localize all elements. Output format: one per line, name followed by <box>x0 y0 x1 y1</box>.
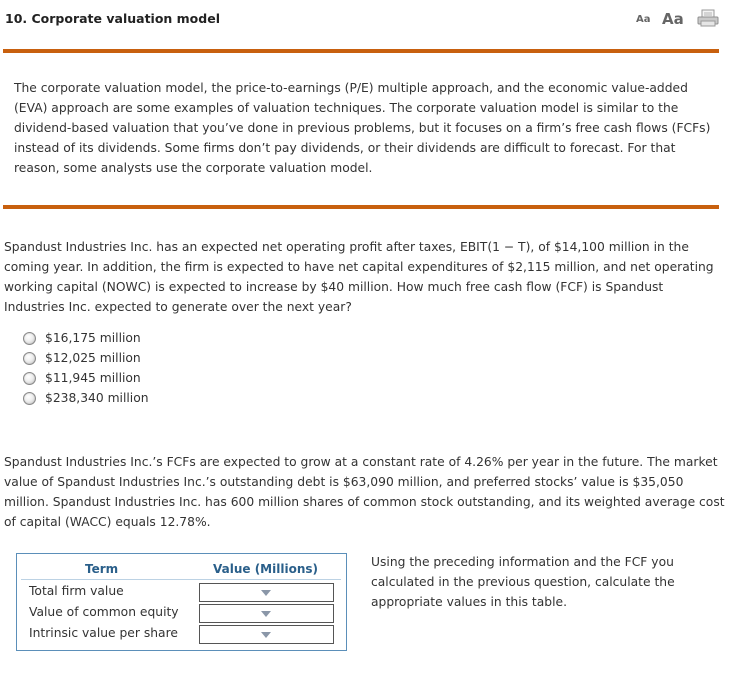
column-header-term: Term <box>85 562 119 576</box>
dropdown-caret-icon <box>261 632 271 638</box>
radio-button[interactable] <box>23 372 36 385</box>
option-label: $16,175 million <box>45 331 141 345</box>
radio-button[interactable] <box>23 352 36 365</box>
question-header <box>0 0 738 40</box>
question-title: 10. Corporate valuation model <box>5 11 220 26</box>
total-firm-value-dropdown[interactable] <box>199 583 334 602</box>
answer-option-3[interactable] <box>23 368 149 388</box>
decrease-font-size-button[interactable]: Aa <box>636 14 651 25</box>
option-label: $238,340 million <box>45 391 149 405</box>
answer-option-2[interactable] <box>23 348 149 368</box>
dropdown-caret-icon <box>261 611 271 617</box>
table-instructions: Using the preceding information and the FCF you calculated in the previous question, calculate the appropriate values in this table. <box>371 555 675 609</box>
value-of-common-equity-dropdown[interactable] <box>199 604 334 623</box>
row-label-value-of-common-equity: Value of common equity <box>29 605 179 619</box>
section-divider <box>3 49 719 53</box>
row-label-total-firm-value: Total firm value <box>29 584 124 598</box>
column-header-value: Value (Millions) <box>213 562 318 576</box>
option-label: $11,945 million <box>45 371 141 385</box>
printer-icon[interactable] <box>697 9 719 27</box>
radio-button[interactable] <box>23 392 36 405</box>
dropdown-caret-icon <box>261 590 271 596</box>
answer-options <box>23 328 149 408</box>
option-label: $12,025 million <box>45 351 141 365</box>
intro-paragraph: The corporate valuation model, the price-to-earnings (P/E) multiple approach, and the economic value-added (EVA) approach are some examples of valuation techniques. The corporate valuation model is similar to the dividend-based valuation that you’ve done in previous problems, but it focuses on a firm’s free cash flows (FCFs) instead of its dividends. Some firms don’t pay dividends, or their dividends are difficult to forecast. For that reason, some analysts use the corporate valuation model. <box>14 81 711 175</box>
answer-option-1[interactable] <box>23 328 149 348</box>
radio-button[interactable] <box>23 332 36 345</box>
question2-text: Spandust Industries Inc.’s FCFs are expected to grow at a constant rate of 4.26% per year in the future. The market value of Spandust Industries Inc.’s outstanding debt is $63,090 million, and preferred stocks’ value is $35,050 million. Spandust Industries Inc. has 600 million shares of common stock outstanding, and its weighted average cost of capital (WACC) equals 12.78%. <box>4 455 725 529</box>
header-divider <box>21 579 341 580</box>
section-divider <box>3 205 719 209</box>
question1-text: Spandust Industries Inc. has an expected net operating profit after taxes, EBIT(1 − T), of $14,100 million in the coming year. In addition, the firm is expected to have net capital expenditures of $2,115 million, and net operating working capital (NOWC) is expected to increase by $40 million. How much free cash flow (FCF) is Spandust Industries Inc. expected to generate over the next year? <box>4 240 714 314</box>
valuation-table <box>16 553 347 651</box>
answer-option-4[interactable] <box>23 388 149 408</box>
intrinsic-value-per-share-dropdown[interactable] <box>199 625 334 644</box>
row-label-intrinsic-value-per-share: Intrinsic value per share <box>29 626 178 640</box>
increase-font-size-button[interactable]: Aa <box>662 10 684 28</box>
